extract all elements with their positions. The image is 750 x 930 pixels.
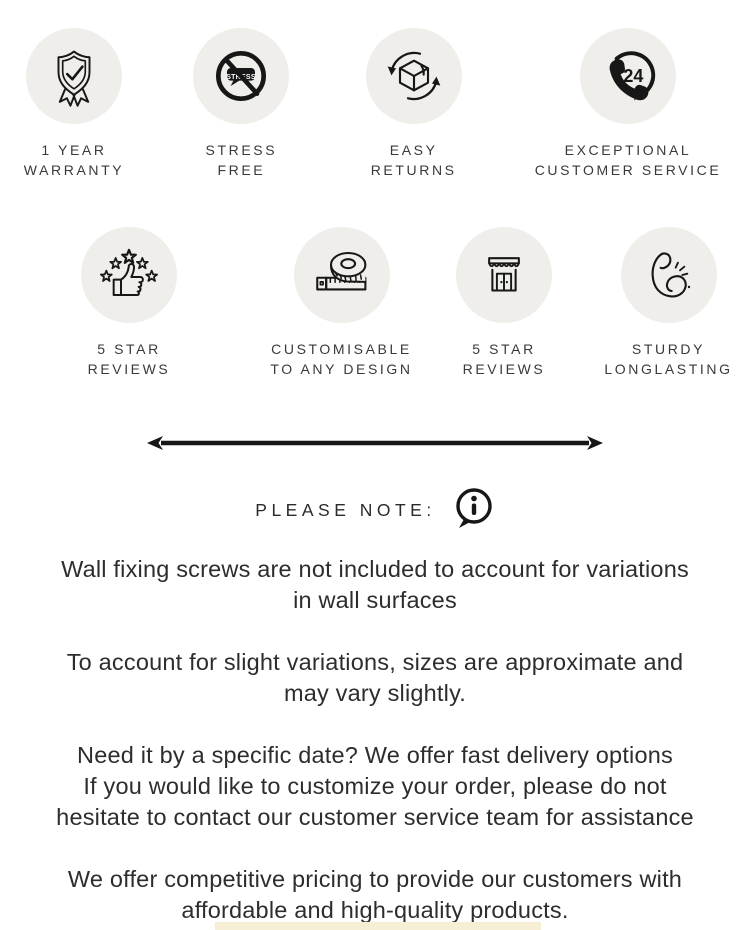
paragraph-pricing: We offer competitive pricing to provide our customers with affordable and high-quality products. [67,865,683,923]
badge-label-line: RETURNS [370,161,457,178]
notes-text-block [0,554,750,926]
badge-label-line: 1 YEAR [41,142,107,158]
badge-label-line: 5 STAR [97,340,161,357]
badge-row-1 [0,0,750,181]
badge-label-line: TO ANY DESIGN [270,360,413,377]
phone-icon-text: 24 [623,66,644,87]
bottom-highlight-strip [215,922,541,930]
bicep-icon [637,243,701,307]
paragraph-wall-screws: Wall fixing screws are not included to account for variations in wall surfaces [61,555,689,613]
please-note-label: PLEASE NOTE: [255,499,436,520]
storefront-icon [473,244,535,306]
badge-stress-free [171,28,311,181]
tape-measure-icon [309,242,375,308]
badge-label-line: REVIEWS [87,360,171,377]
stress-icon-text: STRESS [226,74,257,82]
badge-5-star-reviews-thumb [64,227,194,380]
badge-customisable [254,227,429,380]
badge-1-year-warranty [4,28,144,181]
info-speech-bubble-icon [451,485,495,536]
badge-label-line: LONGLASTING [604,360,733,377]
thumbs-up-stars-icon [97,243,161,307]
badge-label-line: STURDY [631,340,706,357]
badge-label-line: EXCEPTIONAL [564,142,692,158]
badge-label-line: REVIEWS [462,360,546,377]
easy-returns-icon [382,44,446,108]
badge-easy-returns [339,28,489,181]
badge-sturdy [591,227,746,380]
paragraph-size-variations: To account for slight variations, sizes are approximate and may vary slightly. [66,648,684,706]
badge-customer-service [516,28,740,181]
badge-label-line: STRESS [205,142,278,158]
warranty-shield-icon [43,45,105,107]
badge-label-line: 5 STAR [472,340,536,357]
badge-row-2 [0,227,750,380]
badge-5-star-reviews-store [439,227,569,380]
customer-service-24-icon [596,44,660,108]
badge-label-line: EASY [389,142,438,158]
badge-label-line: FREE [217,161,266,178]
badge-label-line: CUSTOMER SERVICE [534,161,722,178]
badge-label-line: WARRANTY [23,161,125,178]
paragraph-delivery-customize: Need it by a specific date? We offer fast delivery options If you would like to customize your order, please do not hesitate to contact our customer service team for assistance [56,741,694,830]
ornamental-divider [0,434,750,452]
please-note-row [0,485,750,536]
stress-free-icon [209,44,273,108]
badge-label-line: CUSTOMISABLE [271,340,412,357]
